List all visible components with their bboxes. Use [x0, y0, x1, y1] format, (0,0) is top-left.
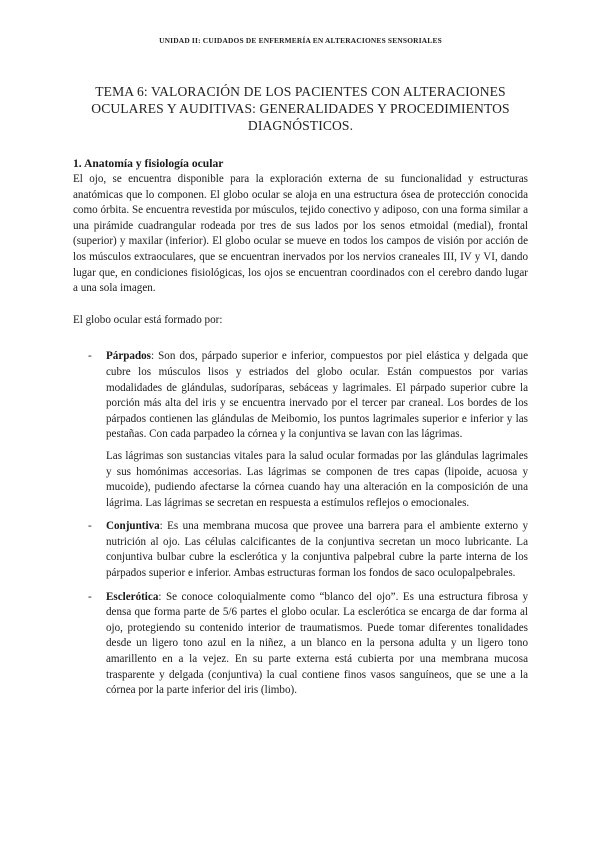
- item-text: : Son dos, párpado superior e inferior, compuestos por piel elástica y delgada que cubre los músculos lisos y estriados del globo ocular. Están compuestos por varias modalidades de glándulas, sudoríparas, sebáceas y lagrimales. El párpado superior cubre la porción más alta del iris y se encuentra inervado por el tercer par craneal. Los bordes de los párpados contienen las glándulas de Meibomio, los puntos lagrimales superior e inferior y las pestañas. Con cada parpadeo la córnea y la conjuntiva se lavan con las lágrimas.: [106, 350, 528, 441]
- item-paragraph: [106, 349, 528, 443]
- list-bullet: -: [88, 590, 92, 603]
- intro-paragraph: El ojo, se encuentra disponible para la exploración externa de su funcionalidad y estructuras anatómicas que lo componen. El globo ocular se aloja en una estructura ósea de protección conocida como órbita. Se encuentra revestida por músculos, tejido conectivo y adiposo, con una forma similar a una pirámide cuadrangular rodeada por tres de sus lados por los senos etmoidal (medial), frontal (superior) y maxilar (inferior). El globo ocular se mueve en todos los campos de visión por acción de los músculos extraoculares, que se encuentran inervados por los nervios craneales III, IV y VI, dando lugar que, en condiciones fisiológicas, los ojos se encuentran coordinados con el cerebro dando lugar a una sola imagen.: [73, 173, 528, 295]
- item-text: : Se conoce coloquialmente como “blanco del ojo”. Es una estructura fibrosa y densa que forma parte de 5/6 partes el globo ocular. La esclerótica se encarga de dar forma al ojo, protegiendo su contenido interior de traumatismos. Puede tomar diferentes tonalidades desde un ligero tono azul en la niñez, a un blanco en la persona adulta y un ligero tono amarillento en a la vejez. En su parte externa está cubierta por una membrana mucosa trasparente y delgada (conjuntiva) la cual contiene finos vasos sanguíneos, que se une a la córnea por la parte inferior del iris (limbo).: [106, 590, 528, 697]
- list-bullet: -: [88, 520, 92, 533]
- list-item-esclerotica: [73, 590, 528, 699]
- list-bullet: -: [88, 350, 92, 363]
- title-line-2: OCULARES Y AUDITIVAS: GENERALIDADES Y PROCEDIMIENTOS: [91, 101, 510, 116]
- item-paragraph: [106, 590, 528, 699]
- item-extra-paragraph: Las lágrimas son sustancias vitales para la salud ocular formadas por las glándulas lagrimales y sus homónimas accesorias. Las lágrimas se componen de tres capas (lipoide, acuosa y mucoide), pudiendo afectarse la córnea cuando hay una alteración en la composición de una lágrima. Las lágrimas se secretan en respuesta a estímulos reflejos o emocionales.: [106, 449, 528, 509]
- title-line-3: DIAGNÓSTICOS.: [247, 118, 354, 133]
- item-term: Esclerótica: [106, 590, 159, 603]
- structure-list: [73, 349, 528, 698]
- list-item-parpados: [73, 349, 528, 511]
- running-header: UNIDAD II: CUIDADOS DE ENFERMERÍA EN ALTERACIONES SENSORIALES: [159, 36, 442, 45]
- lead-paragraph: El globo ocular está formado por:: [73, 313, 223, 326]
- title-line-1: TEMA 6: VALORACIÓN DE LOS PACIENTES CON ALTERACIONES: [95, 84, 506, 99]
- section-heading: 1. Anatomía y fisiología ocular: [73, 157, 224, 170]
- item-term: Párpados: [106, 350, 151, 363]
- document-title: [73, 83, 528, 134]
- item-term: Conjuntiva: [106, 520, 160, 533]
- list-item-conjuntiva: [73, 519, 528, 581]
- item-text: : Es una membrana mucosa que provee una barrera para el ambiente externo y nutrición al ojo. Las células calcificantes de la conjuntiva secretan un moco lubricante. La conjuntiva bulbar cubre la esclerótica y la conjuntiva palpebral cubre la parte interna de los párpados superior e inferior. Ambas estructuras forman los fondos de saco oculopalpebrales.: [106, 520, 528, 580]
- item-paragraph: [106, 519, 528, 581]
